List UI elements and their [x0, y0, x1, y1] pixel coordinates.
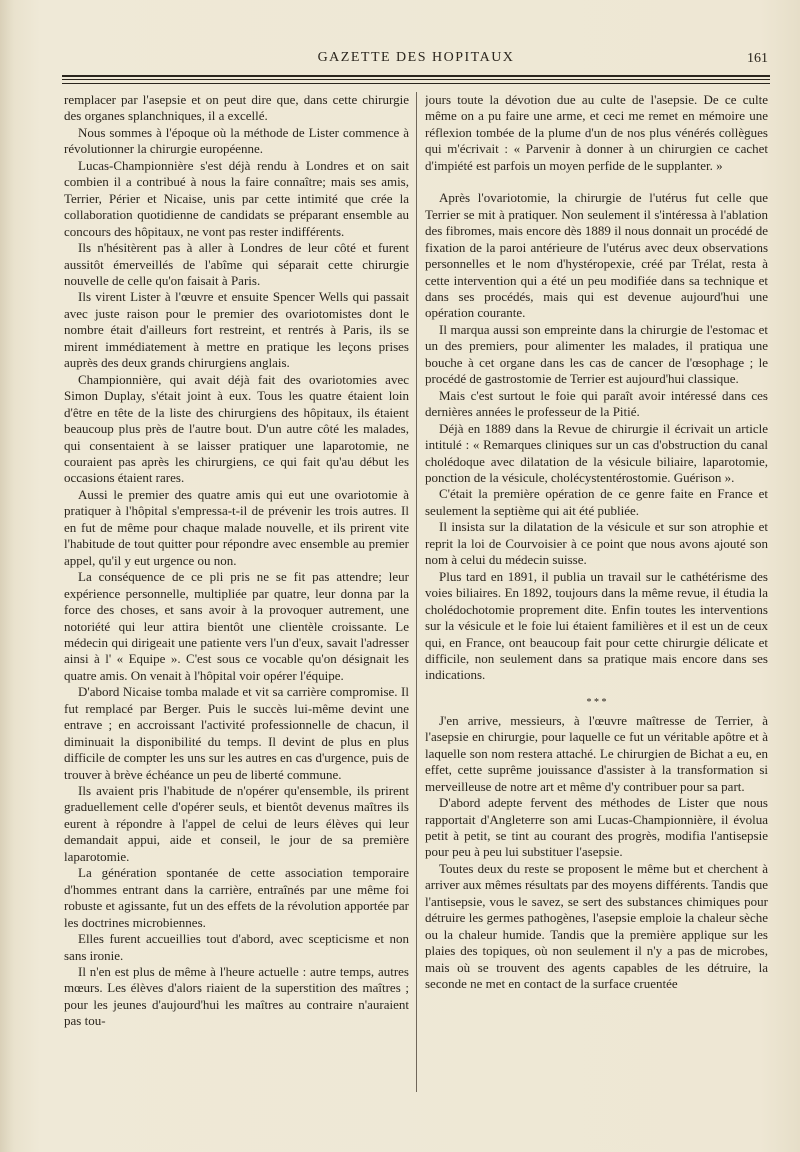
paragraph: D'abord Nicaise tomba malade et vit sa carrière compromise. Il fut remplacé par Berger. Puis le succès lui-même devint une entrave ; en accroissant l'activité professionnelle de chacun, il diminuait la disponibilité du temps. Il devint de plus en plus difficile de compter les uns sur les autres en cas d'urgence, puis de trouver à brève échéance un peu de liberté commune.	[64, 684, 409, 782]
paragraph: Ils n'hésitèrent pas à aller à Londres de leur côté et furent aussitôt émerveillés de l'abîme qui séparait cette chirurgie nouvelle de celle qu'on faisait à Paris.	[64, 240, 409, 288]
header-rule-thick	[62, 75, 770, 77]
paragraph: C'était la première opération de ce genre faite en France et seulement la septième qui ait été publiée.	[425, 486, 768, 518]
paragraph: Championnière, qui avait déjà fait des ovariotomies avec Simon Duplay, s'était joint à eux. Tous les quatre étaient loin d'être en tête de la liste des chirurgiens des hôpitaux, ils étaient beaucoup plus près de l'autre bout. D'un autre côté les malades, qui consentaient à se laisser pratiquer une laparotomie, ne couraient pas après les chirurgiens, ce qui fait qu'au début les occasions étaient rares.	[64, 371, 409, 486]
right-column	[425, 92, 768, 1112]
paragraph: Toutes deux du reste se proposent le même but et cherchent à arriver aux mêmes résultats par des moyens différents. Tandis que l'antisepsie, vous le savez, se sert des substances chimiques pour détruire les germes pathogènes, l'asepsie emploie la chaleur sèche ou la chaleur humide. Tandis que la première applique sur les plaies des topiques, où non seulement il n'y a pas de microbes, mais où se trouvent des agents capables de les détruire, la seconde ne met en contact de la surface cruentée	[425, 860, 768, 992]
paragraph: La conséquence de ce pli pris ne se fit pas attendre; leur expérience personnelle, multipliée par quatre, leur donna par la force des choses, et sans avoir à la provoquer autrement, une notoriété qui leur attira bientôt une clientèle croissante. Le médecin qui dirigeait une patiente vers l'un d'eux, savait l'adresser ainsi à l' « Equipe ». C'est sous ce vocable qu'on désignait les quatre amis. On venait à l'hôpital voir opérer l'équipe.	[64, 569, 409, 683]
running-title: GAZETTE DES HOPITAUX	[317, 50, 515, 65]
paragraph: Nous sommes à l'époque où la méthode de Lister commence à révolutionner la chirurgie européenne.	[64, 124, 409, 157]
paragraph: Aussi le premier des quatre amis qui eut une ovariotomie à pratiquer à l'hôpital s'empressa-t-il de prévenir les trois autres. Il en fut de même pour chaque malade nouvelle, et ils prirent vite l'habitude de tout quitter pour répondre avec ensemble au premier appel, qu'il y eut urgence ou non.	[64, 486, 409, 568]
paragraph: jours toute la dévotion due au culte de l'asepsie. De ce culte même on a pu faire une arme, et ceci me remet en mémoire une réflexion tombée de la plume d'un de nos plus vénérés collègues qui m'écrivait : « Parvenir à donner à un chirurgien ce cachet d'impiété est parfois un moyen perfide de le supplanter. »	[425, 92, 768, 173]
paragraph: Plus tard en 1891, il publia un travail sur le cathétérisme des voies biliaires. En 1892, toujours dans la même revue, il étudia la cholédochotomie proprement dite. Enfin toutes les interventions sur la vésicule et le foie lui étaient familières et il est un de ceux qui, en France, ont beaucoup fait pour cette chirurgie délicate et difficile, non seulement dans sa pratique mais encore dans ses indications.	[425, 568, 768, 683]
page-header	[60, 50, 772, 72]
paragraph: Elles furent accueillies tout d'abord, avec scepticisme et non sans ironie.	[64, 931, 409, 963]
left-column	[64, 92, 409, 1112]
paragraph: Il n'en est plus de même à l'heure actuelle : autre temps, autres mœurs. Les élèves d'alors riaient de la superstition des maîtres ; pour les jeunes d'aujourd'hui les maîtres au contraire n'auraient pas tou-	[64, 964, 409, 1029]
paragraph: Il insista sur la dilatation de la vésicule et sur son atrophie et reprit la loi de Courvoisier à ce point que nous avons ajouté son nom à celui du médecin suisse.	[425, 519, 768, 568]
paragraph: J'en arrive, messieurs, à l'œuvre maîtresse de Terrier, à l'asepsie en chirurgie, pour laquelle ce fut un véritable apôtre et à laquelle son nom restera attaché. Le chirurgien de Bichat a eu, en effet, cette suprême jouissance d'assister à la transformation si merveilleuse de notre art et même d'y contribuer pour sa part.	[425, 712, 768, 794]
header-rule-thin-lower	[62, 83, 770, 84]
paragraph: remplacer par l'asepsie et on peut dire que, dans cette chirurgie des organes splanchniques, il a excellé.	[64, 92, 409, 124]
paragraph: Il marqua aussi son empreinte dans la chirurgie de l'estomac et un des premiers, pour alimenter les malades, il pratiqua une bouche à cet organe dans les cas de cancer de l'œsophage ; le procédé de gastrostomie de Terrier est aujourd'hui classique.	[425, 321, 768, 387]
paragraph: Mais c'est surtout le foie qui paraît avoir intéressé dans ces dernières années le professeur de la Pitié.	[425, 387, 768, 420]
paragraph: Après l'ovariotomie, la chirurgie de l'utérus fut celle que Terrier se mit à pratiquer. Non seulement il s'intéressa à l'ablation des fibromes, mais encore dès 1889 il nous donnait un procédé de fixation de la paroi antérieure de l'utérus avec deux observations personnelles et le nom d'hystéropexie, créé par Trélat, resta à cette intervention qui a été un peu modifiée dans sa technique et dans ses procédés, mais qui est devenue aujourd'hui une opération courante.	[425, 190, 768, 321]
paragraph: Ils avaient pris l'habitude de n'opérer qu'ensemble, ils prirent graduellement celle d'opérer seuls, et bientôt devenus maîtres ils eurent à répondre à l'appel de celui de leurs élèves qui leur demandait appui, aide et conseil, le jour de sa première laparotomie.	[64, 783, 409, 864]
section-break-asterism: * * *	[586, 696, 607, 708]
column-divider	[416, 92, 417, 1092]
header-rule-thin	[62, 79, 770, 80]
paragraph: La génération spontanée de cette association temporaire d'hommes entrant dans la carrière, entraînés par une même foi robuste et agissante, fut un des effets de la révolution apportée par les doctrines microbiennes.	[64, 865, 409, 930]
paragraph: Déjà en 1889 dans la Revue de chirurgie il écrivait un article intitulé : « Remarques cliniques sur un cas d'obstruction du canal cholédoque avec dilatation de la vésicule biliaire, laparotomie, ponction de la vésicule, cholécystentérostomie. Guérison ».	[425, 420, 768, 485]
page-number: 161	[747, 51, 768, 66]
paragraph: Ils virent Lister à l'œuvre et ensuite Spencer Wells qui passait avec juste raison pour le premier des ovariotomistes dont le nombre était d'ailleurs fort restreint, et rentrés à Paris, ils se mirent immédiatement à mettre en pratique les leçons prises auprès des deux grands chirurgiens anglais.	[64, 289, 409, 371]
paragraph: D'abord adepte fervent des méthodes de Lister que nous rapportait d'Angleterre son ami Lucas-Championnière, il évolua petit à petit, se tint au courant des progrès, modifia l'antisepsie pour peu à peu lui substituer l'asepsie.	[425, 795, 768, 860]
paragraph: Lucas-Championnière s'est déjà rendu à Londres et on sait combien il a contribué à nous la faire connaître; mais ses amis, Terrier, Périer et Nicaise, unis par cette intimité que crée la collaboration quotidienne de candidats se préparant ensemble au concours des hôpitaux, ne vont pas rester indifférents.	[64, 157, 409, 239]
